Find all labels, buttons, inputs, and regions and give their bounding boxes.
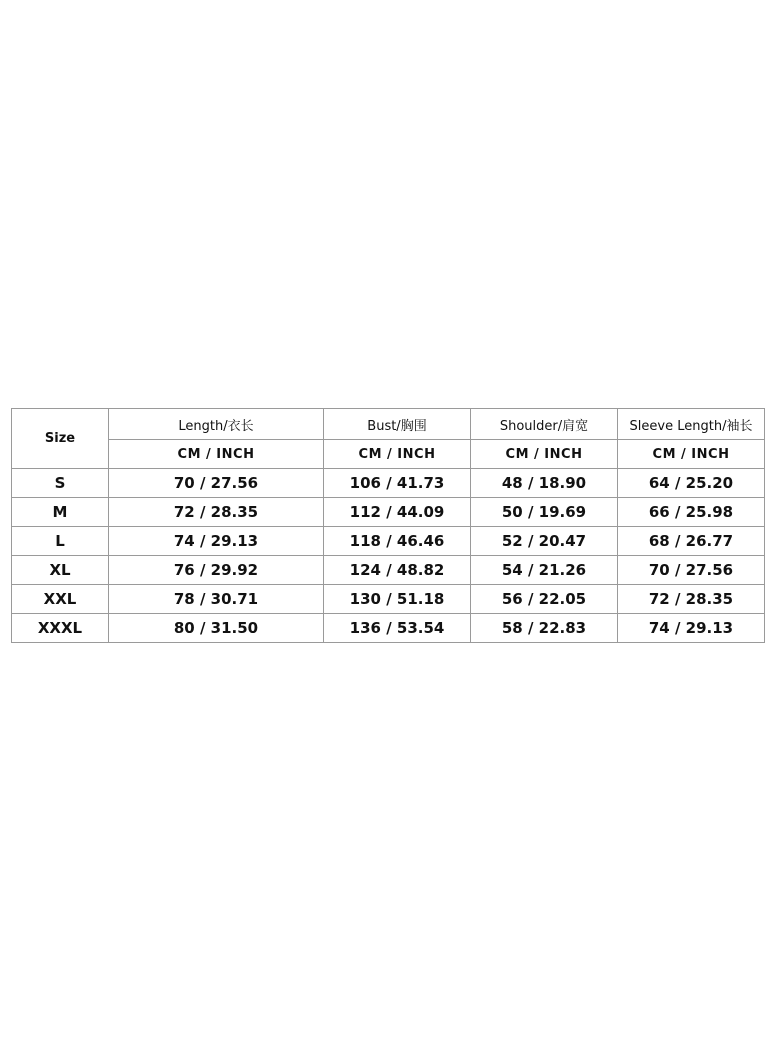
size-cell: XXL xyxy=(12,585,109,614)
size-table xyxy=(11,408,765,643)
length-cell: 74 / 29.13 xyxy=(109,527,324,556)
unit-row xyxy=(12,440,765,469)
shoulder-cell: 58 / 22.83 xyxy=(471,614,618,643)
shoulder-cell: 54 / 21.26 xyxy=(471,556,618,585)
shoulder-cell: 52 / 20.47 xyxy=(471,527,618,556)
bust-unit-label: CM / INCH xyxy=(324,440,471,469)
length-column-header: Length/衣长 xyxy=(109,409,324,440)
shoulder-unit-label: CM / INCH xyxy=(471,440,618,469)
sleeve-length-cell: 70 / 27.56 xyxy=(618,556,765,585)
length-cell: 76 / 29.92 xyxy=(109,556,324,585)
sleeve-length-cell: 72 / 28.35 xyxy=(618,585,765,614)
header-row xyxy=(12,409,765,440)
length-cell: 78 / 30.71 xyxy=(109,585,324,614)
size-cell: XXXL xyxy=(12,614,109,643)
size-chart xyxy=(11,408,764,643)
table-row xyxy=(12,614,765,643)
size-cell: XL xyxy=(12,556,109,585)
table-row xyxy=(12,585,765,614)
shoulder-column-header: Shoulder/肩宽 xyxy=(471,409,618,440)
shoulder-cell: 48 / 18.90 xyxy=(471,469,618,498)
bust-cell: 136 / 53.54 xyxy=(324,614,471,643)
sleeve-length-cell: 66 / 25.98 xyxy=(618,498,765,527)
sleeve-length-cell: 68 / 26.77 xyxy=(618,527,765,556)
sleeve-length-cell: 64 / 25.20 xyxy=(618,469,765,498)
size-cell: M xyxy=(12,498,109,527)
size-cell: S xyxy=(12,469,109,498)
bust-column-header: Bust/胸围 xyxy=(324,409,471,440)
bust-cell: 124 / 48.82 xyxy=(324,556,471,585)
length-cell: 70 / 27.56 xyxy=(109,469,324,498)
size-column-header: Size xyxy=(12,409,109,469)
bust-cell: 112 / 44.09 xyxy=(324,498,471,527)
table-row xyxy=(12,527,765,556)
table-row xyxy=(12,556,765,585)
bust-cell: 130 / 51.18 xyxy=(324,585,471,614)
shoulder-cell: 56 / 22.05 xyxy=(471,585,618,614)
length-cell: 80 / 31.50 xyxy=(109,614,324,643)
length-cell: 72 / 28.35 xyxy=(109,498,324,527)
table-row xyxy=(12,469,765,498)
bust-cell: 106 / 41.73 xyxy=(324,469,471,498)
size-cell: L xyxy=(12,527,109,556)
sleeve-length-cell: 74 / 29.13 xyxy=(618,614,765,643)
length-unit-label: CM / INCH xyxy=(109,440,324,469)
bust-cell: 118 / 46.46 xyxy=(324,527,471,556)
sleeve-length-column-header: Sleeve Length/袖长 xyxy=(618,409,765,440)
table-row xyxy=(12,498,765,527)
sleeve-length-unit-label: CM / INCH xyxy=(618,440,765,469)
shoulder-cell: 50 / 19.69 xyxy=(471,498,618,527)
